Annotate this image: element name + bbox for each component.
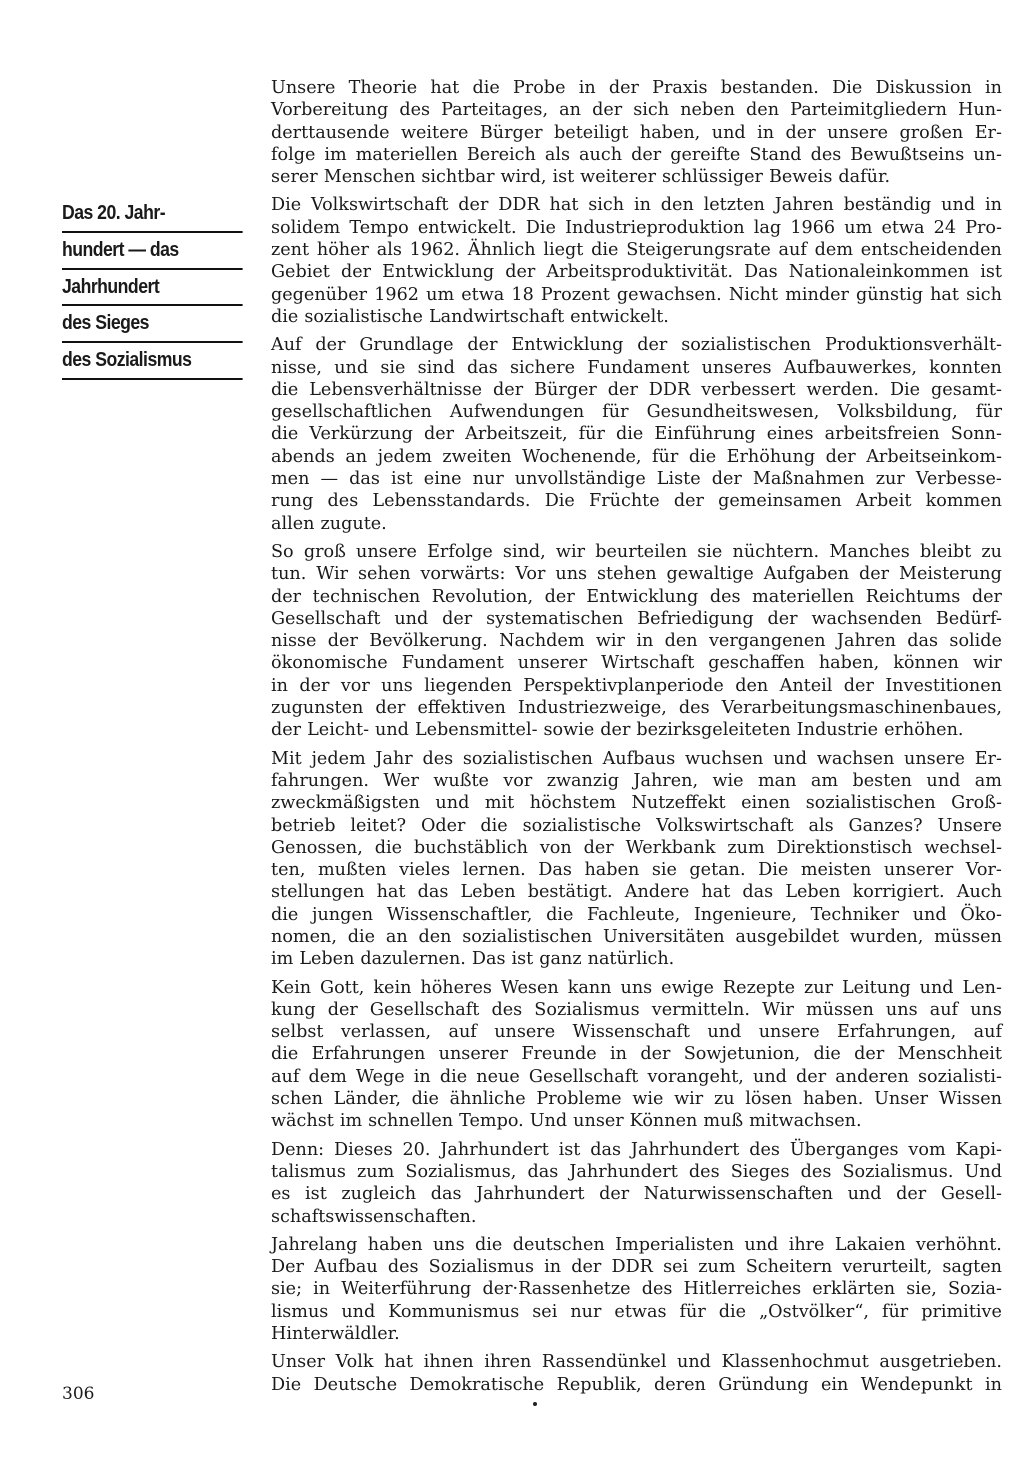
text-line: Die Deutsche Demokratische Republik, deren Gründung ein Wendepunkt in	[271, 1374, 1002, 1395]
text-line: die Verkürzung der Arbeitszeit, für die Einführung eines arbeitsfreien Sonn-	[271, 424, 1002, 445]
paragraph	[271, 194, 1002, 328]
text-line: tun. Wir sehen vorwärts: Vor uns stehen gewaltige Aufgaben der Meisterung	[271, 564, 1002, 585]
text-line: Jahrelang haben uns die deutschen Imperialisten und ihre Lakaien verhöhnt.	[271, 1234, 1002, 1255]
paragraph	[271, 334, 1002, 535]
text-line: men — das ist eine nur unvollständige Liste der Maßnahmen zur Verbesse-	[271, 469, 1002, 490]
paragraph	[271, 977, 1002, 1133]
text-line: betrieb leitet? Oder die sozialistische Volkswirtschaft als Ganzes? Unsere	[271, 815, 1002, 836]
paragraph	[271, 541, 1002, 742]
text-line: Vorbereitung des Parteitages, an der sich neben den Parteimitgliedern Hun-	[271, 100, 1002, 121]
text-line: gesellschaftlichen Aufwendungen für Gesundheitswesen, Volksbildung, für	[271, 402, 1002, 423]
text-line: nisse der Bevölkerung. Nachdem wir in den vergangenen Jahren das solide	[271, 631, 1002, 652]
text-line: in der vor uns liegenden Perspektivplanperiode den Anteil der Investitionen	[271, 675, 1002, 696]
text-line: die Erfahrungen unserer Freunde in der Sowjetunion, die der Menschheit	[271, 1044, 1002, 1065]
text-line: derttausende weitere Bürger beteiligt haben, und in der unsere großen Er-	[271, 122, 1002, 143]
text-line: Kein Gott, kein höheres Wesen kann uns ewige Rezepte zur Leitung und Len-	[271, 977, 1002, 998]
text-line: im Leben dazulernen. Das ist ganz natürlich.	[271, 949, 675, 970]
text-line: nomen, die an den sozialistischen Universitäten ausgebildet wurden, müssen	[271, 926, 1002, 947]
text-line: schaftswissenschaften.	[271, 1206, 477, 1227]
text-line: die jungen Wissenschaftler, die Fachleute, Ingenieure, Techniker und Öko-	[271, 904, 1002, 925]
text-line: kung der Gesellschaft des Sozialismus vermitteln. Wir müssen uns auf uns	[271, 999, 1002, 1020]
paragraph	[271, 748, 1002, 971]
text-line: folge im materiellen Bereich als auch der gereifte Stand des Bewußtseins un-	[271, 144, 1002, 165]
text-line: abends an jedem zweiten Wochenende, für die Erhöhung der Arbeitseinkom-	[271, 446, 1002, 467]
heading-line: des Sieges	[62, 306, 243, 343]
text-line: Unser Volk hat ihnen ihren Rassendünkel und Klassenhochmut ausgetrieben.	[271, 1352, 1002, 1373]
text-line: fahrungen. Wer wußte vor zwanzig Jahren, wie man am besten und am	[271, 770, 1002, 791]
text-line: stellungen hat das Leben bestätigt. Andere hat das Leben korrigiert. Auch	[271, 882, 1002, 903]
text-line: zweckmäßigsten und mit höchstem Nutzeffekt einen sozialistischen Groß-	[271, 793, 1002, 814]
text-line: Mit jedem Jahr des sozialistischen Aufbaus wuchsen und wachsen unsere Er-	[271, 748, 1002, 769]
text-line: der Leicht- und Lebensmittel- sowie der bezirksgeleiteten Industrie erhöhen.	[271, 720, 964, 741]
text-line: Auf der Grundlage der Entwicklung der sozialistischen Produktionsverhält-	[271, 335, 1002, 356]
text-line: Die Volkswirtschaft der DDR hat sich in den letzten Jahren beständig und in	[271, 195, 1002, 216]
text-line: zent höher als 1962. Ähnlich liegt die Steigerungsrate auf dem entscheidenden	[271, 240, 1002, 261]
paragraph	[271, 1139, 1002, 1228]
text-line: serer Menschen sichtbar wird, ist weiterer schlüssiger Beweis dafür.	[271, 167, 891, 188]
text-line: Gebiet der Entwicklung der Arbeitsproduktivität. Das Nationaleinkommen ist	[271, 262, 1002, 283]
body-text	[271, 77, 1002, 1402]
text-line: schen Länder, die ähnliche Probleme wie wir zu lösen haben. Unser Wissen	[271, 1089, 1002, 1110]
paragraph	[271, 1234, 1002, 1345]
text-line: nisse, und sie sind das sichere Fundament unseres Aufbauwerkes, konnten	[271, 357, 1002, 378]
text-line: auf dem Wege in die neue Gesellschaft vorangeht, und der anderen sozialisti-	[271, 1066, 1002, 1087]
marginal-heading	[62, 196, 247, 380]
text-line: der technischen Revolution, der Entwicklung des materiellen Reichtums der	[271, 586, 1002, 607]
text-line: solidem Tempo entwickelt. Die Industrieproduktion lag 1966 um etwa 24 Pro-	[271, 217, 1002, 238]
heading-line: hundert — das	[62, 233, 243, 270]
heading-line: des Sozialismus	[62, 343, 243, 380]
text-line: selbst verlassen, auf unsere Wissenschaft und unsere Erfahrungen, auf	[271, 1022, 1002, 1043]
heading-line: Jahrhundert	[62, 270, 243, 307]
paragraph	[271, 77, 1002, 188]
text-line: So groß unsere Erfolge sind, wir beurteilen sie nüchtern. Manches bleibt zu	[271, 541, 1002, 562]
text-line: die sozialistische Landwirtschaft entwickelt.	[271, 306, 669, 327]
text-line: Gesellschaft und der systematischen Befriedigung der wachsenden Bedürf-	[271, 608, 1002, 629]
text-line: gegenüber 1962 um etwa 18 Prozent gewachsen. Nicht minder günstig hat sich	[271, 284, 1002, 305]
paragraph	[271, 1351, 1002, 1396]
text-line: talismus zum Sozialismus, das Jahrhundert des Sieges des Sozialismus. Und	[271, 1161, 1002, 1182]
text-line: allen zugute.	[271, 513, 387, 534]
text-line: Der Aufbau des Sozialismus in der DDR sei zum Scheitern verurteilt, sagten	[271, 1257, 1002, 1278]
text-line: zugunsten der effektiven Industriezweige, des Verarbeitungsmaschinenbaues,	[271, 698, 1002, 719]
page-number: 306	[62, 1384, 95, 1404]
text-line: wächst im schnellen Tempo. Und unser Können muß mitwachsen.	[271, 1111, 862, 1132]
heading-line: Das 20. Jahr-	[62, 196, 243, 233]
text-line: ten, mußten vieles lernen. Das haben sie getan. Die meisten unserer Vor-	[271, 860, 1002, 881]
print-speck	[533, 1402, 537, 1406]
text-line: es ist zugleich das Jahrhundert der Naturwissenschaften und der Gesell-	[271, 1184, 1002, 1205]
text-line: die Lebensverhältnisse der Bürger der DDR verbessert werden. Die gesamt-	[271, 379, 1002, 400]
text-line: Hinterwäldler.	[271, 1324, 400, 1345]
text-line: rung des Lebensstandards. Die Früchte der gemeinsamen Arbeit kommen	[271, 491, 1002, 512]
text-line: lismus und Kommunismus sei nur etwas für die „Ostvölker“, für primitive	[271, 1301, 1002, 1322]
text-line: Unsere Theorie hat die Probe in der Praxis bestanden. Die Diskussion in	[271, 78, 1002, 98]
text-line: Genossen, die buchstäblich von der Werkbank zum Direktionstisch wechsel-	[271, 837, 1002, 858]
text-line: ökonomische Fundament unserer Wirtschaft geschaffen haben, können wir	[271, 653, 1002, 674]
text-line: Denn: Dieses 20. Jahrhundert ist das Jahrhundert des Überganges vom Kapi-	[271, 1139, 1002, 1160]
text-line: sie; in Weiterführung der·Rassenhetze des Hitlerreiches erklärten sie, Sozia-	[271, 1279, 1002, 1300]
